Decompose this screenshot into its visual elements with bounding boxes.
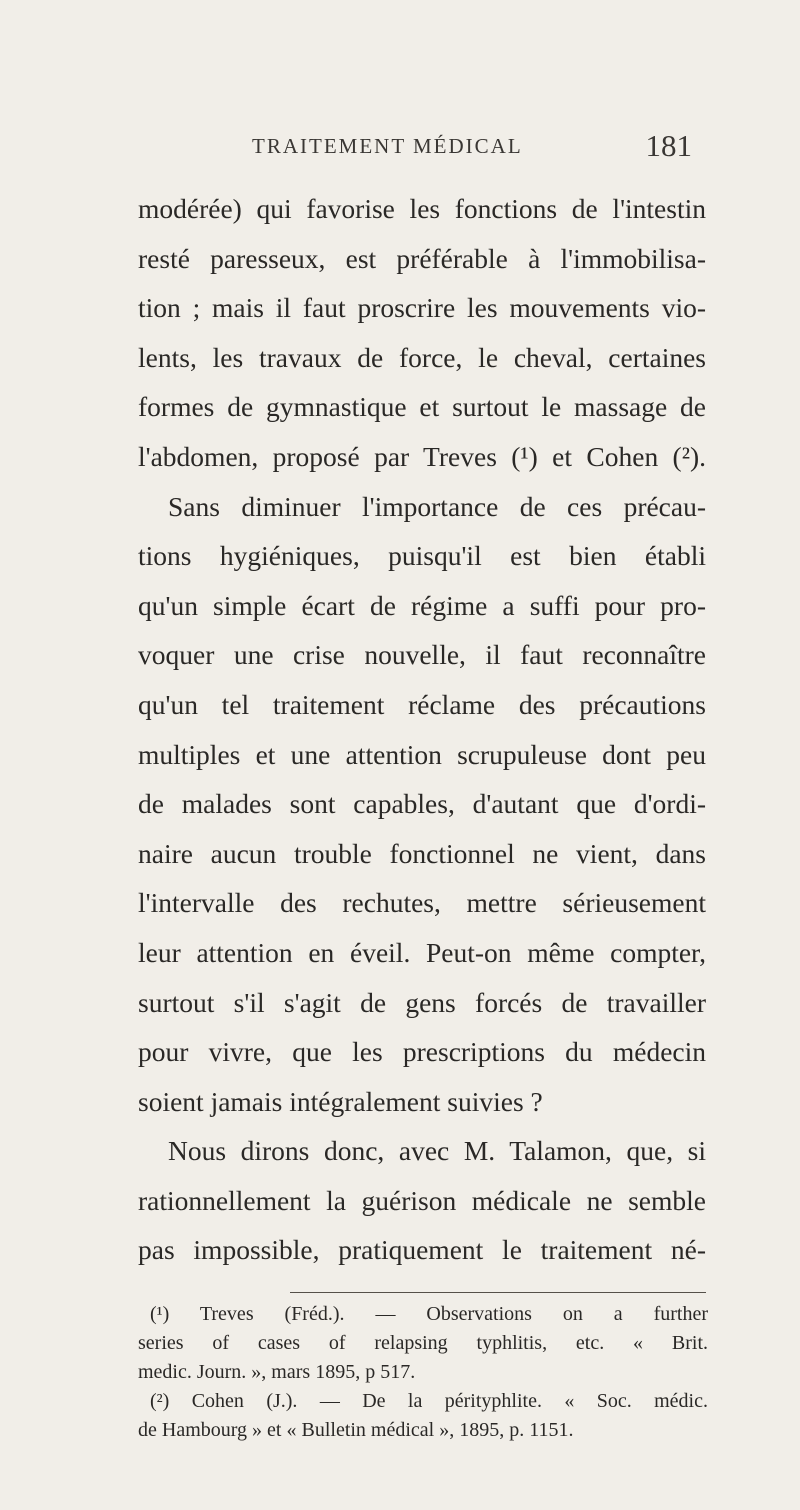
footnote-line: (¹) Treves (Fréd.). — Observations on a further (150, 1303, 708, 1325)
text-line: modérée) qui favorise les fonctions de l'intestin (138, 193, 706, 224)
text-line: de malades sont capables, d'autant que d'ordi- (138, 788, 706, 820)
footnote-line: medic. Journ. », mars 1895, p 517. (138, 1361, 416, 1383)
text-line: surtout s'il s'agit de gens forcés de travailler (138, 986, 706, 1018)
page-header (252, 128, 692, 170)
text-line: qu'un simple écart de régime a suffi pour pro- (138, 589, 706, 621)
text-line: qu'un tel traitement réclame des précautions (138, 688, 706, 720)
text-line: l'abdomen, proposé par Treves (¹) et Cohen (²). (138, 440, 706, 472)
text-line: tion ; mais il faut proscrire les mouvements vio- (138, 292, 706, 324)
running-title: TRAITEMENT MÉDICAL (252, 134, 523, 158)
text-line: naire aucun trouble fonctionnel ne vient, dans (138, 837, 706, 869)
text-line: multiples et une attention scrupuleuse dont peu (138, 738, 706, 770)
text-line: rationnellement la guérison médicale ne semble (138, 1184, 706, 1216)
text-line: formes de gymnastique et surtout le massage de (138, 391, 706, 423)
text-line: resté paresseux, est préférable à l'immobilisa- (138, 242, 706, 274)
text-line: leur attention en éveil. Peut-on même compter, (138, 936, 706, 968)
text-line: Sans diminuer l'importance de ces précau- (168, 490, 706, 522)
text-line: pas impossible, pratiquement le traitement né- (138, 1234, 706, 1266)
text-line: pour vivre, que les prescriptions du médecin (138, 1036, 706, 1068)
footnote-line: de Hambourg » et « Bulletin médical », 1895, p. 1151. (138, 1419, 574, 1441)
text-line: soient jamais intégralement suivies ? (138, 1085, 543, 1117)
footnote-line: (²) Cohen (J.). — De la pérityphlite. « Soc. médic. (150, 1390, 708, 1412)
text-line: lents, les travaux de force, le cheval, certaines (138, 341, 706, 373)
text-line: Nous dirons donc, avec M. Talamon, que, si (168, 1135, 706, 1167)
footnote-rule (290, 1292, 706, 1293)
text-line: tions hygiéniques, puisqu'il est bien établi (138, 540, 706, 572)
footnotes (138, 1300, 708, 1445)
text-line: voquer une crise nouvelle, il faut reconnaître (138, 639, 706, 671)
main-text (138, 184, 706, 1275)
page-number: 181 (645, 128, 692, 163)
footnote-line: series of cases of relapsing typhlitis, etc. « Brit. (138, 1332, 708, 1354)
text-line: l'intervalle des rechutes, mettre sérieusement (138, 887, 706, 919)
